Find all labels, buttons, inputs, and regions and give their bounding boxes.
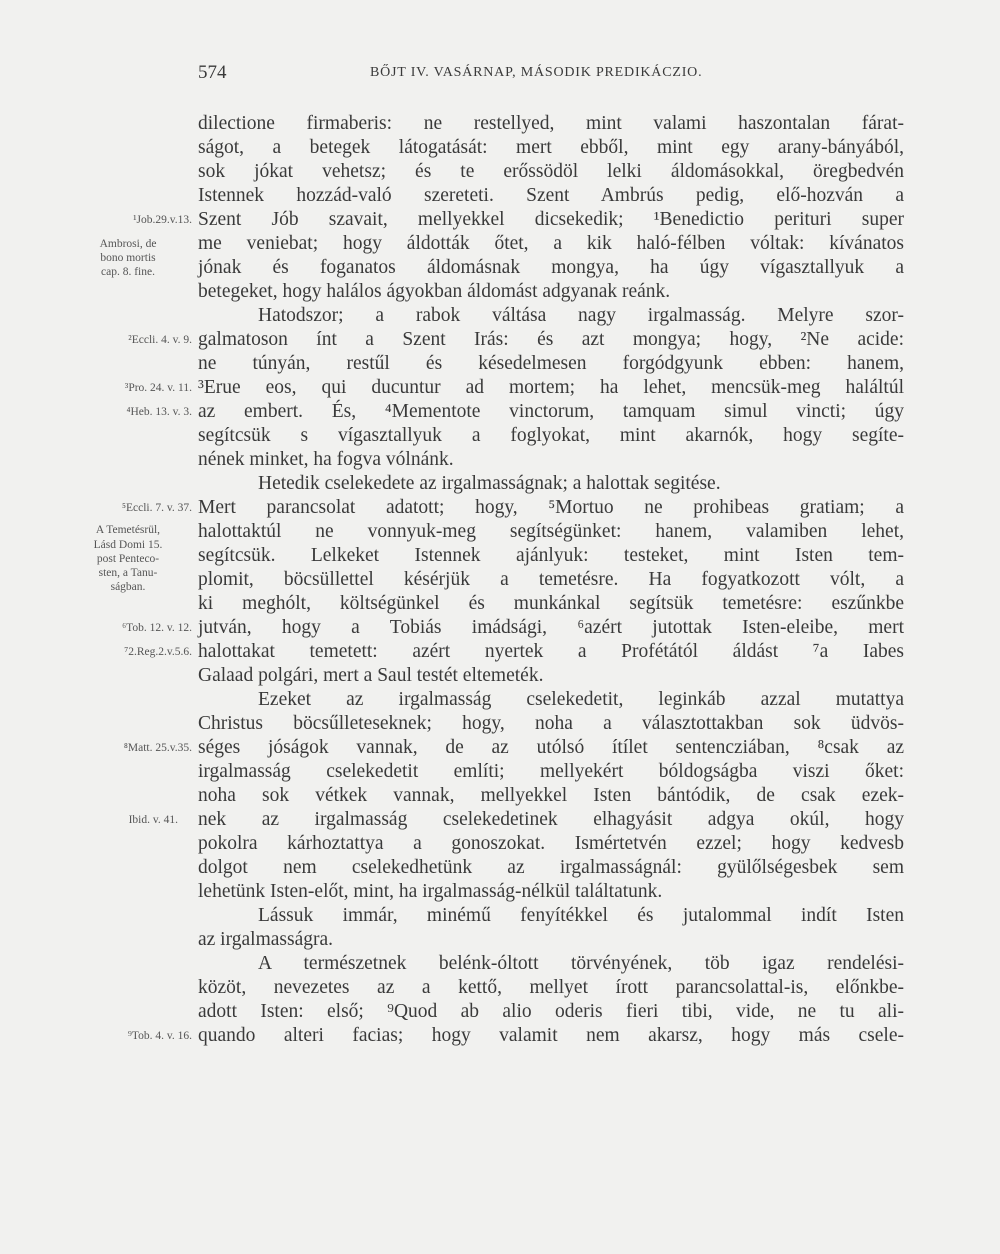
text-line: galmatoson ínt a Szent Irás: és azt mongya; hogy, ²Ne acide: bbox=[198, 329, 904, 350]
text-line: az irgalmasságra. bbox=[198, 929, 333, 950]
text-line: Mert parancsolat adatott; hogy, ⁵Mortuo ne prohibeas gratiam; a bbox=[198, 497, 904, 518]
text-line: Szent Jób szavait, mellyekkel dicsekedik; ¹Benedictio perituri super bbox=[198, 209, 904, 230]
text-line: halottaktúl ne vonnyuk-meg segítségünket: hanem, valamiben lehet, bbox=[198, 521, 904, 542]
text-line: jónak és foganatos áldomásnak mongya, ha úgy vígasztallyuk a bbox=[198, 257, 904, 278]
margin-note: ⁷2.Reg.2.v.5.6. bbox=[124, 646, 192, 658]
text-line: séges jóságok vannak, de az utólsó ítílet sentencziában, ⁸csak az bbox=[198, 737, 904, 758]
margin-note: ¹Job.29.v.13. bbox=[133, 214, 192, 226]
margin-note: ⁶Tob. 12. v. 12. bbox=[122, 622, 192, 634]
text-line: plomit, böcsüllettel késérjük a temetésre. Ha fogyatkozott vólt, a bbox=[198, 569, 904, 590]
margin-note: ²Eccli. 4. v. 9. bbox=[128, 334, 192, 346]
text-line: halottakat temetett: azért nyertek a Profétától áldást ⁷a Iabes bbox=[198, 641, 904, 662]
margin-note: bono mortis bbox=[100, 252, 156, 264]
text-line: közöt, nevezetes az a kettő, mellyet írott parancsolattal-is, előnkbe- bbox=[198, 977, 904, 998]
margin-note: A Temetésrül, bbox=[95, 524, 161, 536]
margin-note: ⁹Tob. 4. v. 16. bbox=[127, 1030, 192, 1042]
text-line: nek az irgalmasság cselekedetinek elhagyásit adgya okúl, hogy bbox=[198, 809, 904, 830]
text-line: Lássuk immár, minémű fenyítékkel és jutalommal indít Isten bbox=[258, 905, 904, 926]
text-line: ságot, a betegek látogatását: mert ebből, mint egy arany-bányából, bbox=[198, 137, 904, 158]
text-line: dolgot nem cselekedhetünk az irgalmasságnál: gyülőlségesbek sem bbox=[198, 857, 904, 878]
text-line: Galaad polgári, mert a Saul testét eltemeték. bbox=[198, 665, 544, 686]
text-line: sok jókat vehetsz; és te erőssödöl lelki áldomásokkal, öregbedvén bbox=[198, 161, 904, 182]
margin-note: cap. 8. fine. bbox=[101, 266, 155, 278]
text-line: jutván, hogy a Tobiás imádsági, ⁶azért jutottak Isten-eleibe, mert bbox=[198, 617, 904, 638]
margin-note: Ambrosi, de bbox=[99, 238, 157, 250]
text-line: quando alteri facias; hogy valamit nem akarsz, hogy más csele- bbox=[198, 1025, 904, 1046]
text-line: lehetünk Isten-előt, mint, ha irgalmasság-nélkül találtatunk. bbox=[198, 881, 663, 902]
text-line: betegeket, hogy halálos ágyokban áldomást adgyanak reánk. bbox=[198, 281, 671, 302]
text-line: me veniebat; hogy áldották őtet, a kik haló-félben vóltak: kívánatos bbox=[198, 233, 904, 254]
page-number: 574 bbox=[198, 62, 227, 83]
text-line: az embert. És, ⁴Mementote vinctorum, tamquam simul vincti; úgy bbox=[198, 401, 904, 422]
text-line: A természetnek belénk-óltott törvényének, töb igaz rendelési- bbox=[258, 953, 904, 974]
margin-note: ságban. bbox=[110, 581, 146, 593]
text-line: noha sok vétkek vannak, mellyekkel Isten bántódik, de csak ezek- bbox=[198, 785, 904, 806]
text-line: pokolra kárhoztattya a gonoszokat. Ismértetvén ezzel; hogy kedvesb bbox=[198, 833, 904, 854]
margin-note: Lásd Domi 15. bbox=[93, 539, 163, 551]
margin-note: ⁸Matt. 25.v.35. bbox=[123, 742, 192, 754]
text-line: ki meghólt, költségünkel és munkánkal segítsük temetésre: eszűnkbe bbox=[198, 593, 904, 614]
margin-note: sten, a Tanu- bbox=[98, 567, 158, 579]
text-line: nének minket, ha fogva vólnánk. bbox=[198, 449, 454, 470]
text-line: dilectione firmaberis: ne restellyed, mint valami haszontalan fárat- bbox=[198, 113, 904, 134]
margin-note: ⁵Eccli. 7. v. 37. bbox=[121, 502, 192, 514]
running-head: BŐJT IV. VASÁRNAP, MÁSODIK PREDIKÁCZIO. bbox=[370, 65, 703, 80]
text-line: adott Isten: első; ⁹Quod ab alio oderis fieri tibi, vide, ne tu ali- bbox=[198, 1001, 904, 1022]
text-line: segítcsük. Lelkeket Istennek ajánlyuk: testeket, mint Isten tem- bbox=[198, 545, 904, 566]
margin-note: ⁴Heb. 13. v. 3. bbox=[126, 406, 192, 418]
text-line: Ezeket az irgalmasság cselekedetit, leginkáb azzal mutattya bbox=[258, 689, 904, 710]
text-line: segítcsük s vígasztallyuk a foglyokat, mint akarnók, hogy segíte- bbox=[198, 425, 904, 446]
text-line: Istennek hozzád-való szereteti. Szent Ambrús pedig, elő-hozván a bbox=[198, 185, 904, 206]
text-line: ³Erue eos, qui ducuntur ad mortem; ha lehet, mencsük-meg haláltúl bbox=[198, 377, 904, 398]
text-line: ne túnyán, restűl és késedelmesen forgódgyunk ebben: hanem, bbox=[198, 353, 904, 374]
margin-note: ³Pro. 24. v. 11. bbox=[124, 382, 192, 394]
text-line: Hatodszor; a rabok váltása nagy irgalmasság. Melyre szor- bbox=[258, 305, 904, 326]
margin-note: Ibid. v. 41. bbox=[128, 814, 178, 826]
text-line: irgalmasság cselekedetit említi; mellyekért bóldogságba viszi őket: bbox=[198, 761, 904, 782]
text-line: Hetedik cselekedete az irgalmasságnak; a halottak segitése. bbox=[258, 473, 721, 494]
margin-note: post Penteco- bbox=[96, 553, 160, 565]
text-line: Christus böcsűlleteseknek; hogy, noha a választottakban sok üdvös- bbox=[198, 713, 904, 734]
